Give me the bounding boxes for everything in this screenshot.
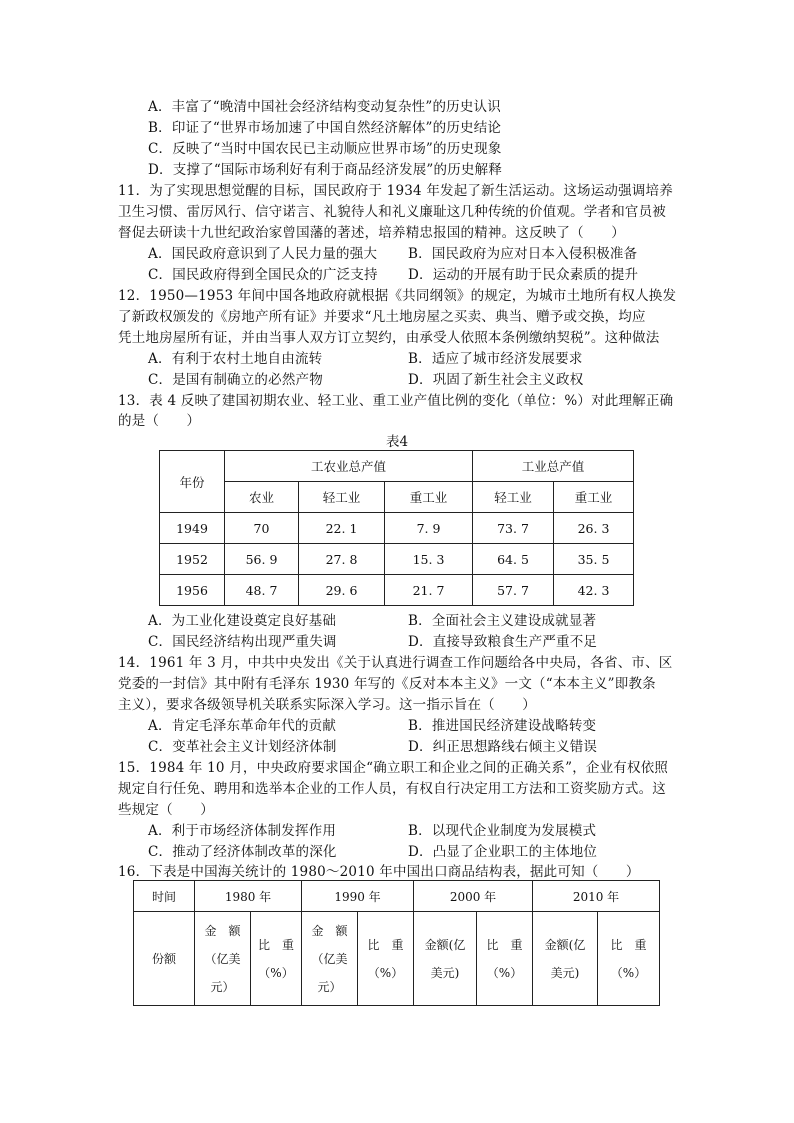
table-cell: 21. 7 (385, 575, 473, 606)
table-cell: 1949 (160, 513, 225, 544)
q11-option-b: B．国民政府为应对日本入侵积极准备 (408, 246, 638, 262)
amount-header-2010 (533, 912, 598, 1006)
amount-header-2000 (414, 912, 477, 1006)
q14-option-b: B．推进国民经济建设战略转变 (408, 718, 597, 734)
share-header-2000 (477, 912, 533, 1006)
q11-stem-line3: 督促去研读十九世纪政治家曾国藩的著述，培养精忠报国的精神。这反映了（ ） (118, 225, 625, 241)
q10-option-c: C．反映了“当时中国农民已主动顺应世界市场”的历史现象 (148, 141, 502, 157)
q15-option-a: A．利于市场经济体制发挥作用 (148, 823, 337, 839)
amount-header-line: 金 额 (204, 923, 241, 938)
year-header: 2010 年 (533, 881, 660, 912)
amount-header-line: 金额(亿 (424, 937, 466, 952)
table-cell: 70 (225, 513, 299, 544)
table-cell: 1952 (160, 544, 225, 575)
q10-option-b: B．印证了“世界市场加速了中国自然经济解体”的历史结论 (148, 120, 502, 136)
share-header-line: （%） (486, 965, 523, 980)
q12-option-b: B．适应了城市经济发展要求 (408, 351, 583, 367)
q14-option-a: A．肯定毛泽东革命年代的贡献 (148, 718, 337, 734)
amount-header-line: 元） (317, 979, 342, 994)
share-header-line: 比 重 (257, 937, 294, 952)
q10-option-d: D．支撑了“国际市场利好有利于商品经济发展”的历史解释 (148, 162, 503, 178)
table-cell: 26. 3 (554, 513, 634, 544)
q11-stem-line2: 卫生习惯、雷厉风行、信守诺言、礼貌待人和礼义廉耻这几种传统的价值观。学者和官员被 (118, 204, 666, 220)
q14-stem-line2: 党委的一封信》其中附有毛泽东 1930 年写的《反对本本主义》一文（“本本主义”即教条 (118, 676, 656, 692)
amount-header-line: （亿美 (311, 951, 348, 966)
q14-stem-line1: 14．1961 年 3 月，中共中央发出《关于认真进行调查工作问题给各中央局，各省、市、区 (118, 655, 673, 671)
table4 (159, 450, 634, 606)
year-header: 1990 年 (302, 881, 414, 912)
table-cell: 35. 5 (554, 544, 634, 575)
table4-subheader: 重工业 (385, 482, 473, 513)
share-header-1990 (358, 912, 414, 1006)
amount-header-1980 (195, 912, 251, 1006)
share-header-line: 比 重 (610, 937, 647, 952)
category-label: 份额 (134, 912, 195, 1006)
year-header: 2000 年 (414, 881, 533, 912)
table4-subheader: 轻工业 (473, 482, 554, 513)
table-cell: 57. 7 (473, 575, 554, 606)
q13-option-a: A．为工业化建设奠定良好基础 (148, 613, 337, 629)
q14-option-c: C．变革社会主义计划经济体制 (148, 739, 337, 755)
q15-stem-line1: 15．1984 年 10 月，中央政府要求国企“确立职工和企业之间的正确关系”，企业有权依照 (118, 760, 669, 776)
share-header-line: （%） (258, 965, 294, 980)
q12-stem-line3: 凭土地房屋所有证，并由当事人双方订立契约，由承受人依照本条例缴纳契税”。这种做法 (118, 330, 660, 346)
table4-subheader: 轻工业 (299, 482, 385, 513)
q13-option-d: D．直接导致粮食生产严重不足 (408, 634, 598, 650)
table-cell: 22. 1 (299, 513, 385, 544)
share-header-line: （%） (367, 965, 404, 980)
q12-stem-line1: 12．1950—1953 年间中国各地政府就根据《共同纲领》的规定，为城市土地所有权人换发 (118, 288, 677, 304)
amount-header-line: 金 额 (311, 923, 348, 938)
q13-stem-line1: 13．表 4 反映了建国初期农业、轻工业、重工业产值比例的变化（单位：%）对此理解正确 (118, 393, 674, 409)
table-cell: 15. 3 (385, 544, 473, 575)
amount-header-line: （亿美 (204, 951, 241, 966)
q11-option-c: C．国民政府得到全国民众的广泛支持 (148, 267, 378, 283)
table4-caption: 表4 (385, 434, 409, 450)
q11-option-d: D．运动的开展有助于民众素质的提升 (408, 267, 639, 283)
table-row (160, 575, 634, 606)
time-label: 时间 (134, 881, 195, 912)
amount-header-1990 (302, 912, 358, 1006)
q11-stem-line1: 11．为了实现思想觉醒的目标，国民政府于 1934 年发起了新生活运动。这场运动强调培养 (118, 183, 673, 199)
table-cell: 42. 3 (554, 575, 634, 606)
q12-option-a: A．有利于农村土地自由流转 (148, 351, 323, 367)
q13-option-b: B．全面社会主义建设成就显著 (408, 613, 597, 629)
share-header-1980 (251, 912, 302, 1006)
amount-header-line: 美元) (550, 965, 580, 980)
table-cell: 73. 7 (473, 513, 554, 544)
q15-option-b: B．以现代企业制度为发展模式 (408, 823, 597, 839)
q10-option-a: A．丰富了“晚清中国社会经济结构变动复杂性”的历史认识 (148, 99, 501, 115)
table-cell: 7. 9 (385, 513, 473, 544)
table4-year-header: 年份 (160, 451, 225, 513)
table4-group2-header: 工业总产值 (473, 451, 634, 482)
q12-option-c: C．是国有制确立的必然产物 (148, 372, 323, 388)
table4-group1-header: 工农业总产值 (225, 451, 473, 482)
q14-stem-line3: 主义），要求各级领导机关联系实际深入学习。这一指示旨在（ ） (118, 697, 536, 713)
table-cell: 64. 5 (473, 544, 554, 575)
export-structure-table (133, 880, 660, 1006)
table-row (160, 544, 634, 575)
table-cell: 27. 8 (299, 544, 385, 575)
share-header-line: （%） (610, 965, 647, 980)
q16-stem: 16．下表是中国海关统计的 1980～2010 年中国出口商品结构表，据此可知（ ） (118, 864, 640, 880)
year-header: 1980 年 (195, 881, 302, 912)
table-cell: 1956 (160, 575, 225, 606)
q15-stem-line3: 些规定（ ） (118, 802, 214, 818)
table-cell: 56. 9 (225, 544, 299, 575)
table-cell: 29. 6 (299, 575, 385, 606)
q15-stem-line2: 规定自行任免、聘用和选举本企业的工作人员，有权自行决定用工方法和工资奖励方式。这 (118, 781, 666, 797)
q14-option-d: D．纠正思想路线右倾主义错误 (408, 739, 598, 755)
amount-header-line: 元） (210, 979, 235, 994)
amount-header-line: 美元) (430, 965, 460, 980)
q15-option-c: C．推动了经济体制改革的深化 (148, 844, 337, 860)
table-cell: 48. 7 (225, 575, 299, 606)
table4-subheader: 重工业 (554, 482, 634, 513)
q11-option-a: A．国民政府意识到了人民力量的强大 (148, 246, 378, 262)
q13-option-c: C．国民经济结构出现严重失调 (148, 634, 337, 650)
share-header-line: 比 重 (367, 937, 404, 952)
q13-stem-line2: 的是（ ） (118, 413, 201, 429)
q12-stem-line2: 了新政权颁发的《房地产所有证》并要求“凡土地房屋之买卖、典当、赠予或交换，均应 (118, 309, 646, 325)
share-header-line: 比 重 (486, 937, 523, 952)
amount-header-line: 金额(亿 (544, 937, 586, 952)
share-header-2010 (598, 912, 660, 1006)
q15-option-d: D．凸显了企业职工的主体地位 (408, 844, 598, 860)
table-row (160, 513, 634, 544)
q12-option-d: D．巩固了新生社会主义政权 (408, 372, 584, 388)
table4-subheader: 农业 (225, 482, 299, 513)
